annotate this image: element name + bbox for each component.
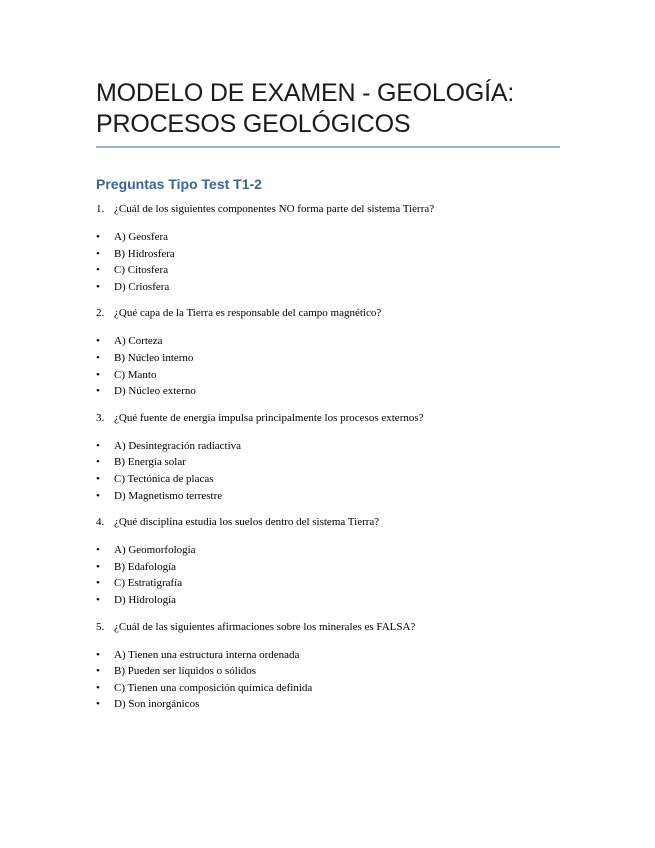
- answer-option: [96, 383, 560, 400]
- answer-option: [96, 559, 560, 576]
- bullet-icon: •: [96, 489, 100, 502]
- document-title: [96, 78, 560, 140]
- bullet-icon: •: [96, 335, 100, 348]
- question-3: [96, 411, 560, 425]
- answer-option: [96, 246, 560, 263]
- answer-option-text: D) Criosfera: [114, 280, 170, 293]
- question-text: ¿Qué disciplina estudia los suelos dentro del sistema Tierra?: [114, 516, 380, 529]
- answer-option: [96, 696, 560, 713]
- document-title-line2: PROCESOS GEOLÓGICOS: [96, 110, 411, 138]
- question-number: 2.: [96, 307, 105, 320]
- bullet-icon: •: [96, 439, 100, 452]
- answer-option-text: B) Energía solar: [114, 456, 186, 469]
- question-list: [96, 202, 560, 713]
- answer-option: [96, 438, 560, 455]
- answer-options: [96, 542, 560, 608]
- bullet-icon: •: [96, 648, 100, 661]
- answer-option-text: C) Citosfera: [114, 264, 169, 277]
- bullet-icon: •: [96, 385, 100, 398]
- answer-option-text: D) Magnetismo terrestre: [114, 489, 223, 502]
- answer-option: [96, 647, 560, 664]
- answer-option-text: D) Son inorgánicos: [114, 698, 200, 711]
- answer-option-text: A) Corteza: [114, 335, 163, 348]
- bullet-icon: •: [96, 231, 100, 243]
- answer-option-text: A) Geosfera: [114, 231, 169, 243]
- bullet-icon: •: [96, 456, 100, 469]
- document-title-line1: MODELO DE EXAMEN - GEOLOGÍA:: [96, 79, 515, 107]
- bullet-icon: •: [96, 264, 100, 277]
- answer-option-text: A) Desintegración radiactiva: [114, 439, 242, 452]
- answer-option: [96, 663, 560, 680]
- answer-option: [96, 262, 560, 279]
- answer-option-text: B) Hidrosfera: [114, 247, 175, 260]
- question-text: ¿Qué fuente de energía impulsa principalmente los procesos externos?: [114, 411, 424, 424]
- answer-option: [96, 592, 560, 609]
- answer-option-text: D) Núcleo externo: [114, 385, 196, 398]
- answer-options: [96, 229, 560, 295]
- answer-option: [96, 575, 560, 592]
- question-number: 1.: [96, 203, 105, 215]
- answer-option-text: C) Tienen una composición química definida: [114, 681, 313, 694]
- bullet-icon: •: [96, 698, 100, 711]
- answer-option-text: C) Manto: [114, 368, 157, 381]
- answer-option: [96, 454, 560, 471]
- question-number: 5.: [96, 620, 105, 633]
- answer-option: [96, 279, 560, 296]
- question-2: [96, 306, 560, 320]
- answer-option: [96, 488, 560, 505]
- answer-option-text: C) Tectónica de placas: [114, 472, 214, 485]
- bullet-icon: •: [96, 280, 100, 293]
- section-heading: Preguntas Tipo Test T1-2: [96, 176, 262, 192]
- question-text: ¿Cuál de los siguientes componentes NO forma parte del sistema Tierra?: [114, 203, 435, 215]
- answer-option-text: B) Núcleo interno: [114, 351, 194, 364]
- answer-options: [96, 647, 560, 713]
- answer-options: [96, 333, 560, 399]
- bullet-icon: •: [96, 544, 100, 557]
- answer-option: [96, 350, 560, 367]
- answer-option-text: A) Geomorfología: [114, 544, 196, 557]
- bullet-icon: •: [96, 577, 100, 590]
- bullet-icon: •: [96, 681, 100, 694]
- bullet-icon: •: [96, 368, 100, 381]
- question-text: ¿Qué capa de la Tierra es responsable del campo magnético?: [114, 307, 382, 320]
- answer-option-text: D) Hidrología: [114, 593, 177, 606]
- answer-option: [96, 471, 560, 488]
- bullet-icon: •: [96, 665, 100, 678]
- bullet-icon: •: [96, 472, 100, 485]
- answer-option-text: C) Estratigrafía: [114, 577, 183, 590]
- question-text: ¿Cuál de las siguientes afirmaciones sobre los minerales es FALSA?: [114, 620, 416, 633]
- title-divider: [96, 146, 560, 148]
- question-number: 3.: [96, 411, 105, 424]
- answer-option-text: B) Pueden ser líquidos o sólidos: [114, 665, 257, 678]
- answer-option-text: B) Edafología: [114, 560, 177, 573]
- answer-option: [96, 229, 560, 246]
- bullet-icon: •: [96, 593, 100, 606]
- answer-option: [96, 542, 560, 559]
- answer-options: [96, 438, 560, 504]
- question-1: [96, 202, 560, 216]
- document-page: [96, 78, 560, 713]
- question-5: [96, 620, 560, 634]
- question-number: 4.: [96, 516, 105, 529]
- bullet-icon: •: [96, 560, 100, 573]
- answer-option: [96, 367, 560, 384]
- bullet-icon: •: [96, 351, 100, 364]
- answer-option: [96, 333, 560, 350]
- answer-option-text: A) Tienen una estructura interna ordenada: [114, 648, 300, 661]
- answer-option: [96, 680, 560, 697]
- question-4: [96, 515, 560, 529]
- bullet-icon: •: [96, 247, 100, 260]
